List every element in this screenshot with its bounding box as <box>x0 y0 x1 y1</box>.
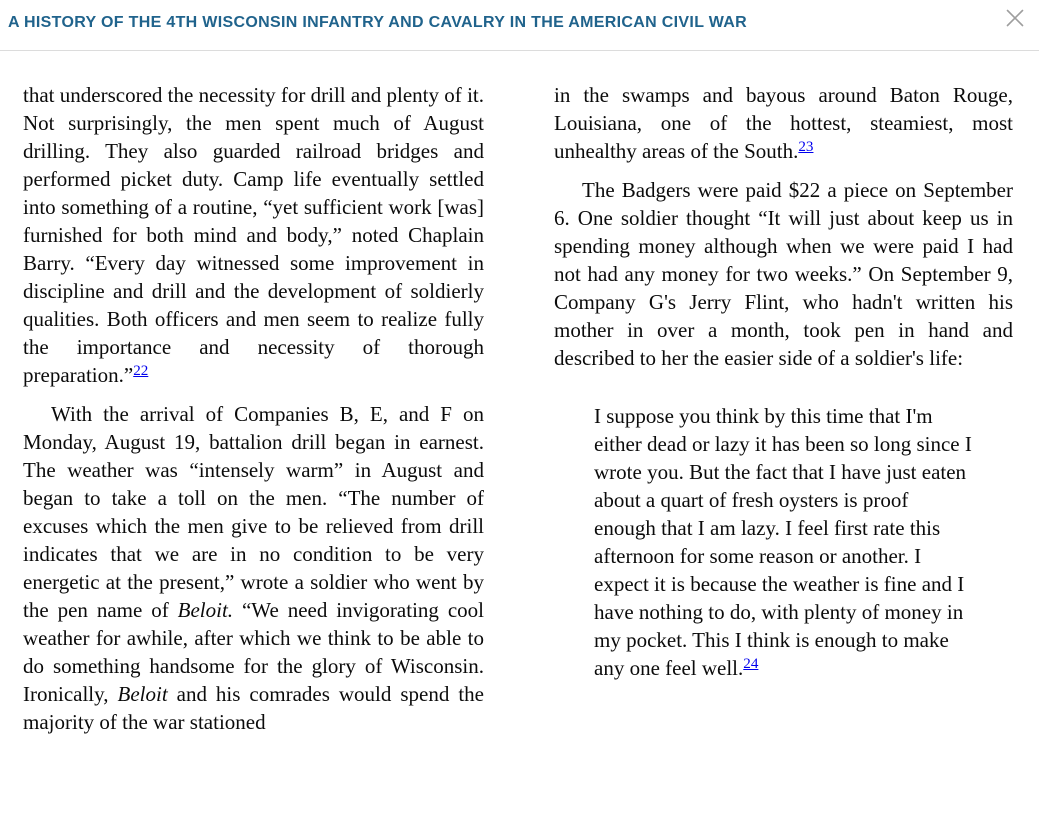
text-column-left <box>23 81 484 736</box>
footnote-link[interactable]: 24 <box>743 656 759 673</box>
footnote-link[interactable]: 23 <box>798 139 814 156</box>
text-run: that underscored the necessity for drill and plenty of it. Not surprisingly, the men spent much of August drilling. They also guarded railroad bridges and performed picket duty. Camp life eventually settled into something of a routine, “yet sufficient work [was] furnished for both mind and body,” noted Chaplain Barry. “Every day witnessed some improvement in discipline and drill and the development of soldierly qualities. Both officers and men seem to realize fully the importance and necessity of thorough preparation.” <box>23 83 484 387</box>
text-run: With the arrival of Companies B, E, and F on Monday, August 19, battalion drill began in earnest. The weather was “intensely warm” in August and began to take a toll on the men. “The number of excuses which the men give to be relieved from drill indicates that we are in no condition to be very energetic at the present,” wrote a soldier who went by the pen name of <box>23 402 484 622</box>
paragraph <box>23 400 484 736</box>
footnote-link[interactable]: 22 <box>133 363 149 380</box>
close-button[interactable] <box>1004 7 1026 29</box>
text-run: I suppose you think by this time that I'm either dead or lazy it has been so long since I wrote you. But the fact that I have just eaten about a quart of fresh oysters is proof enough that I am lazy. I feel first rate this afternoon for some reason or another. I expect it is because the weather is fine and I have nothing to do, with plenty of money in my pocket. This I think is enough to make any one feel well. <box>594 404 972 680</box>
paragraph <box>554 176 1013 372</box>
text-column-right <box>554 81 1013 736</box>
reading-pane <box>0 51 1039 736</box>
text-run: in the swamps and bayous around Baton Rouge, Louisiana, one of the hottest, steamiest, most unhealthy areas of the South. <box>554 83 1013 163</box>
close-icon <box>1006 9 1024 27</box>
letter-blockquote <box>594 402 975 682</box>
reader-header <box>0 0 1039 51</box>
document-title: A HISTORY OF THE 4TH WISCONSIN INFANTRY AND CAVALRY IN THE AMERICAN CIVIL WAR <box>8 14 748 31</box>
text-run: The Badgers were paid $22 a piece on September 6. One soldier thought “It will just about keep us in spending money although when we were paid I had not had any money for two weeks.” On September 9, Company G's Jerry Flint, who hadn't written his mother in over a month, took pen in hand and described to her the easier side of a soldier's life: <box>554 178 1013 370</box>
text-run: “We need invigorating cool weather for awhile, after which we think to be able to do something handsome for the glory of Wisconsin. Ironically, <box>23 598 484 706</box>
paragraph <box>554 81 1013 165</box>
italic-text: Beloit. <box>177 598 234 622</box>
paragraph <box>23 81 484 389</box>
text-run: and his comrades would spend the majority of the war stationed <box>23 682 484 734</box>
italic-text: Beloit <box>117 682 168 706</box>
